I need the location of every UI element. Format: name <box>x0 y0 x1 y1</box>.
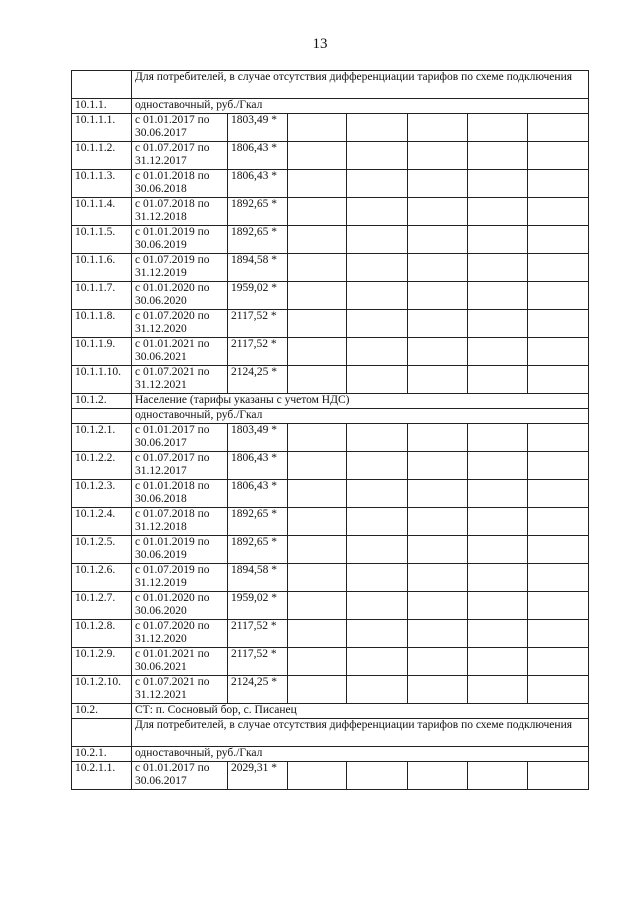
empty-cell <box>408 142 468 170</box>
empty-cell <box>288 452 347 480</box>
empty-cell <box>468 564 528 592</box>
row-number <box>72 409 132 424</box>
section-title: Население (тарифы указаны с учетом НДС) <box>132 394 589 409</box>
empty-cell <box>347 142 408 170</box>
row-number <box>72 71 132 99</box>
section-row <box>72 719 589 747</box>
empty-cell <box>408 648 468 676</box>
empty-cell <box>468 620 528 648</box>
empty-cell <box>408 226 468 254</box>
section-row <box>72 71 589 99</box>
tariff-value: 1806,43 * <box>228 452 288 480</box>
row-number: 10.1.1.3. <box>72 170 132 198</box>
row-number: 10.1.2.7. <box>72 592 132 620</box>
tariff-value: 1892,65 * <box>228 198 288 226</box>
section-row <box>72 99 589 114</box>
empty-cell <box>468 762 528 790</box>
tariff-row <box>72 452 589 480</box>
empty-cell <box>408 536 468 564</box>
empty-cell <box>347 536 408 564</box>
section-row <box>72 747 589 762</box>
tariff-row <box>72 366 589 394</box>
period-cell: с 01.01.2017 по 30.06.2017 <box>132 762 228 790</box>
empty-cell <box>528 508 589 536</box>
row-number <box>72 719 132 747</box>
row-number: 10.1.2.1. <box>72 424 132 452</box>
empty-cell <box>408 254 468 282</box>
empty-cell <box>347 226 408 254</box>
empty-cell <box>288 198 347 226</box>
tariff-row <box>72 592 589 620</box>
empty-cell <box>468 676 528 704</box>
empty-cell <box>528 338 589 366</box>
row-number: 10.1.2.3. <box>72 480 132 508</box>
empty-cell <box>288 648 347 676</box>
section-title: одноставочный, руб./Гкал <box>132 99 589 114</box>
tariff-row <box>72 198 589 226</box>
empty-cell <box>408 676 468 704</box>
section-title: одноставочный, руб./Гкал <box>132 747 589 762</box>
empty-cell <box>528 198 589 226</box>
row-number: 10.1.1.6. <box>72 254 132 282</box>
section-row <box>72 704 589 719</box>
empty-cell <box>288 366 347 394</box>
tariff-row <box>72 564 589 592</box>
tariff-row <box>72 310 589 338</box>
row-number: 10.1.1.4. <box>72 198 132 226</box>
empty-cell <box>288 424 347 452</box>
empty-cell <box>347 480 408 508</box>
empty-cell <box>468 648 528 676</box>
empty-cell <box>288 142 347 170</box>
empty-cell <box>408 424 468 452</box>
period-cell: с 01.07.2020 по 31.12.2020 <box>132 620 228 648</box>
tariff-value: 2117,52 * <box>228 310 288 338</box>
empty-cell <box>468 338 528 366</box>
tariff-row <box>72 536 589 564</box>
period-cell: с 01.01.2021 по 30.06.2021 <box>132 338 228 366</box>
row-number: 10.1.2.9. <box>72 648 132 676</box>
empty-cell <box>408 762 468 790</box>
row-number: 10.1.2.5. <box>72 536 132 564</box>
empty-cell <box>468 592 528 620</box>
empty-cell <box>408 338 468 366</box>
empty-cell <box>347 676 408 704</box>
empty-cell <box>408 620 468 648</box>
empty-cell <box>528 142 589 170</box>
empty-cell <box>468 226 528 254</box>
period-cell: с 01.07.2020 по 31.12.2020 <box>132 310 228 338</box>
tariff-value: 1892,65 * <box>228 536 288 564</box>
tariff-value: 1803,49 * <box>228 114 288 142</box>
empty-cell <box>347 620 408 648</box>
section-title: Для потребителей, в случае отсутствия дифференциации тарифов по схеме подключения <box>132 71 589 99</box>
tariff-value: 1959,02 * <box>228 282 288 310</box>
empty-cell <box>468 198 528 226</box>
period-cell: с 01.01.2017 по 30.06.2017 <box>132 424 228 452</box>
empty-cell <box>288 338 347 366</box>
row-number: 10.1.1. <box>72 99 132 114</box>
row-number: 10.1.1.7. <box>72 282 132 310</box>
empty-cell <box>468 452 528 480</box>
period-cell: с 01.07.2018 по 31.12.2018 <box>132 508 228 536</box>
empty-cell <box>347 592 408 620</box>
period-cell: с 01.01.2018 по 30.06.2018 <box>132 170 228 198</box>
empty-cell <box>468 508 528 536</box>
tariff-row <box>72 254 589 282</box>
row-number: 10.1.2.2. <box>72 452 132 480</box>
tariff-value: 1806,43 * <box>228 142 288 170</box>
empty-cell <box>408 452 468 480</box>
empty-cell <box>528 114 589 142</box>
period-cell: с 01.07.2018 по 31.12.2018 <box>132 198 228 226</box>
empty-cell <box>528 226 589 254</box>
tariff-row <box>72 142 589 170</box>
empty-cell <box>468 480 528 508</box>
tariff-value: 1894,58 * <box>228 564 288 592</box>
empty-cell <box>288 282 347 310</box>
row-number: 10.1.2.8. <box>72 620 132 648</box>
empty-cell <box>347 114 408 142</box>
period-cell: с 01.01.2021 по 30.06.2021 <box>132 648 228 676</box>
empty-cell <box>288 114 347 142</box>
tariff-row <box>72 338 589 366</box>
row-number: 10.1.1.2. <box>72 142 132 170</box>
period-cell: с 01.07.2021 по 31.12.2021 <box>132 676 228 704</box>
tariff-row <box>72 508 589 536</box>
empty-cell <box>288 592 347 620</box>
empty-cell <box>288 310 347 338</box>
row-number: 10.1.2.4. <box>72 508 132 536</box>
empty-cell <box>408 198 468 226</box>
empty-cell <box>347 254 408 282</box>
tariff-value: 1892,65 * <box>228 226 288 254</box>
row-number: 10.1.2. <box>72 394 132 409</box>
tariff-row <box>72 424 589 452</box>
tariff-row <box>72 226 589 254</box>
period-cell: с 01.07.2017 по 31.12.2017 <box>132 142 228 170</box>
empty-cell <box>408 564 468 592</box>
period-cell: с 01.01.2019 по 30.06.2019 <box>132 536 228 564</box>
empty-cell <box>408 480 468 508</box>
empty-cell <box>347 170 408 198</box>
empty-cell <box>288 564 347 592</box>
tariff-table <box>71 70 589 790</box>
empty-cell <box>408 592 468 620</box>
empty-cell <box>528 536 589 564</box>
tariff-value: 2117,52 * <box>228 648 288 676</box>
tariff-value: 1806,43 * <box>228 480 288 508</box>
empty-cell <box>528 676 589 704</box>
empty-cell <box>468 310 528 338</box>
tariff-row <box>72 282 589 310</box>
period-cell: с 01.07.2017 по 31.12.2017 <box>132 452 228 480</box>
section-title: СТ: п. Сосновый бор, с. Писанец <box>132 704 589 719</box>
empty-cell <box>528 592 589 620</box>
empty-cell <box>528 480 589 508</box>
row-number: 10.1.1.1. <box>72 114 132 142</box>
empty-cell <box>468 142 528 170</box>
tariff-row <box>72 676 589 704</box>
period-cell: с 01.07.2019 по 31.12.2019 <box>132 254 228 282</box>
period-cell: с 01.01.2020 по 30.06.2020 <box>132 592 228 620</box>
row-number: 10.1.1.10. <box>72 366 132 394</box>
empty-cell <box>468 366 528 394</box>
empty-cell <box>408 114 468 142</box>
tariff-row <box>72 480 589 508</box>
empty-cell <box>408 366 468 394</box>
empty-cell <box>347 762 408 790</box>
empty-cell <box>347 424 408 452</box>
empty-cell <box>408 310 468 338</box>
empty-cell <box>288 536 347 564</box>
row-number: 10.1.1.5. <box>72 226 132 254</box>
empty-cell <box>288 762 347 790</box>
tariff-value: 1959,02 * <box>228 592 288 620</box>
tariff-value: 1806,43 * <box>228 170 288 198</box>
empty-cell <box>528 282 589 310</box>
row-number: 10.1.1.9. <box>72 338 132 366</box>
empty-cell <box>468 424 528 452</box>
tariff-value: 2029,31 * <box>228 762 288 790</box>
empty-cell <box>468 114 528 142</box>
period-cell: с 01.01.2017 по 30.06.2017 <box>132 114 228 142</box>
empty-cell <box>347 564 408 592</box>
period-cell: с 01.07.2021 по 31.12.2021 <box>132 366 228 394</box>
tariff-value: 2124,25 * <box>228 366 288 394</box>
empty-cell <box>347 282 408 310</box>
empty-cell <box>288 676 347 704</box>
page-number: 13 <box>312 36 328 52</box>
empty-cell <box>347 366 408 394</box>
empty-cell <box>468 282 528 310</box>
empty-cell <box>528 648 589 676</box>
empty-cell <box>347 198 408 226</box>
tariff-value: 2117,52 * <box>228 620 288 648</box>
row-number: 10.1.2.10. <box>72 676 132 704</box>
row-number: 10.2.1. <box>72 747 132 762</box>
empty-cell <box>347 508 408 536</box>
section-title: одноставочный, руб./Гкал <box>132 409 589 424</box>
empty-cell <box>408 508 468 536</box>
tariff-row <box>72 762 589 790</box>
row-number: 10.1.2.6. <box>72 564 132 592</box>
empty-cell <box>288 170 347 198</box>
empty-cell <box>288 508 347 536</box>
empty-cell <box>528 310 589 338</box>
empty-cell <box>347 648 408 676</box>
tariff-row <box>72 648 589 676</box>
empty-cell <box>468 170 528 198</box>
empty-cell <box>347 452 408 480</box>
empty-cell <box>468 536 528 564</box>
section-title: Для потребителей, в случае отсутствия дифференциации тарифов по схеме подключения <box>132 719 589 747</box>
empty-cell <box>288 620 347 648</box>
empty-cell <box>288 480 347 508</box>
tariff-value: 1803,49 * <box>228 424 288 452</box>
period-cell: с 01.01.2018 по 30.06.2018 <box>132 480 228 508</box>
empty-cell <box>528 366 589 394</box>
row-number: 10.2. <box>72 704 132 719</box>
empty-cell <box>408 282 468 310</box>
empty-cell <box>528 254 589 282</box>
empty-cell <box>347 338 408 366</box>
section-row <box>72 409 589 424</box>
period-cell: с 01.01.2019 по 30.06.2019 <box>132 226 228 254</box>
empty-cell <box>528 424 589 452</box>
empty-cell <box>288 254 347 282</box>
tariff-table-body <box>72 71 589 790</box>
empty-cell <box>528 564 589 592</box>
empty-cell <box>347 310 408 338</box>
tariff-value: 2117,52 * <box>228 338 288 366</box>
tariff-value: 1894,58 * <box>228 254 288 282</box>
row-number: 10.2.1.1. <box>72 762 132 790</box>
empty-cell <box>468 254 528 282</box>
empty-cell <box>528 762 589 790</box>
tariff-value: 1892,65 * <box>228 508 288 536</box>
empty-cell <box>528 170 589 198</box>
period-cell: с 01.07.2019 по 31.12.2019 <box>132 564 228 592</box>
tariff-value: 2124,25 * <box>228 676 288 704</box>
empty-cell <box>288 226 347 254</box>
section-row <box>72 394 589 409</box>
empty-cell <box>408 170 468 198</box>
row-number: 10.1.1.8. <box>72 310 132 338</box>
tariff-row <box>72 114 589 142</box>
empty-cell <box>528 620 589 648</box>
tariff-row <box>72 170 589 198</box>
period-cell: с 01.01.2020 по 30.06.2020 <box>132 282 228 310</box>
empty-cell <box>528 452 589 480</box>
tariff-row <box>72 620 589 648</box>
